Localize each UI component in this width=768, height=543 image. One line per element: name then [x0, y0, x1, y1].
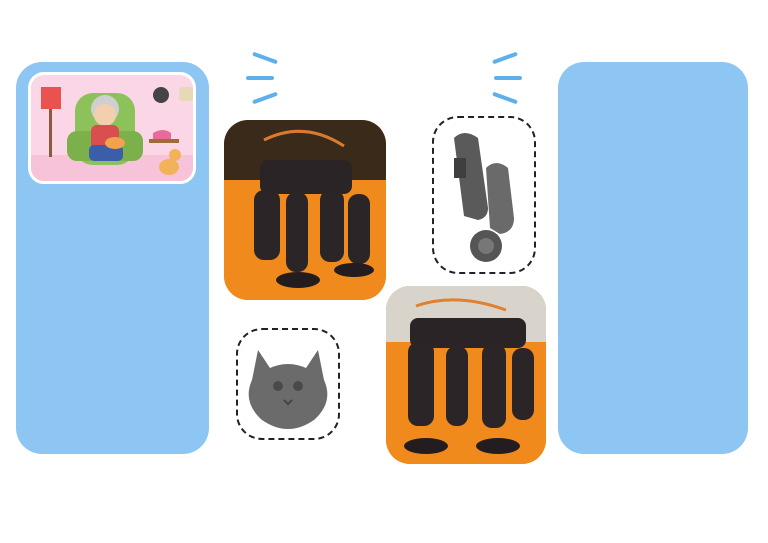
cad-head-image	[238, 330, 338, 438]
title-ray	[492, 92, 518, 105]
title-ray	[246, 76, 274, 80]
left-info-panel	[16, 62, 209, 454]
right-text-block	[573, 74, 741, 79]
title-ray	[492, 52, 518, 65]
cad-head-render	[236, 328, 340, 440]
page-title	[280, 48, 490, 108]
title-ray	[252, 52, 278, 65]
title-ray	[252, 92, 278, 105]
grandma-cat-illustration	[31, 75, 196, 184]
right-info-panel	[558, 62, 748, 454]
left-text-block	[26, 202, 202, 207]
cad-leg-render	[432, 116, 536, 274]
robot-photo-front	[224, 120, 386, 300]
robot-photo-image	[386, 286, 546, 464]
title-ray	[494, 76, 522, 80]
robot-photo-image	[224, 120, 386, 300]
cad-leg-image	[434, 118, 534, 272]
robot-photo-side	[386, 286, 546, 464]
illustration-card	[28, 72, 196, 184]
